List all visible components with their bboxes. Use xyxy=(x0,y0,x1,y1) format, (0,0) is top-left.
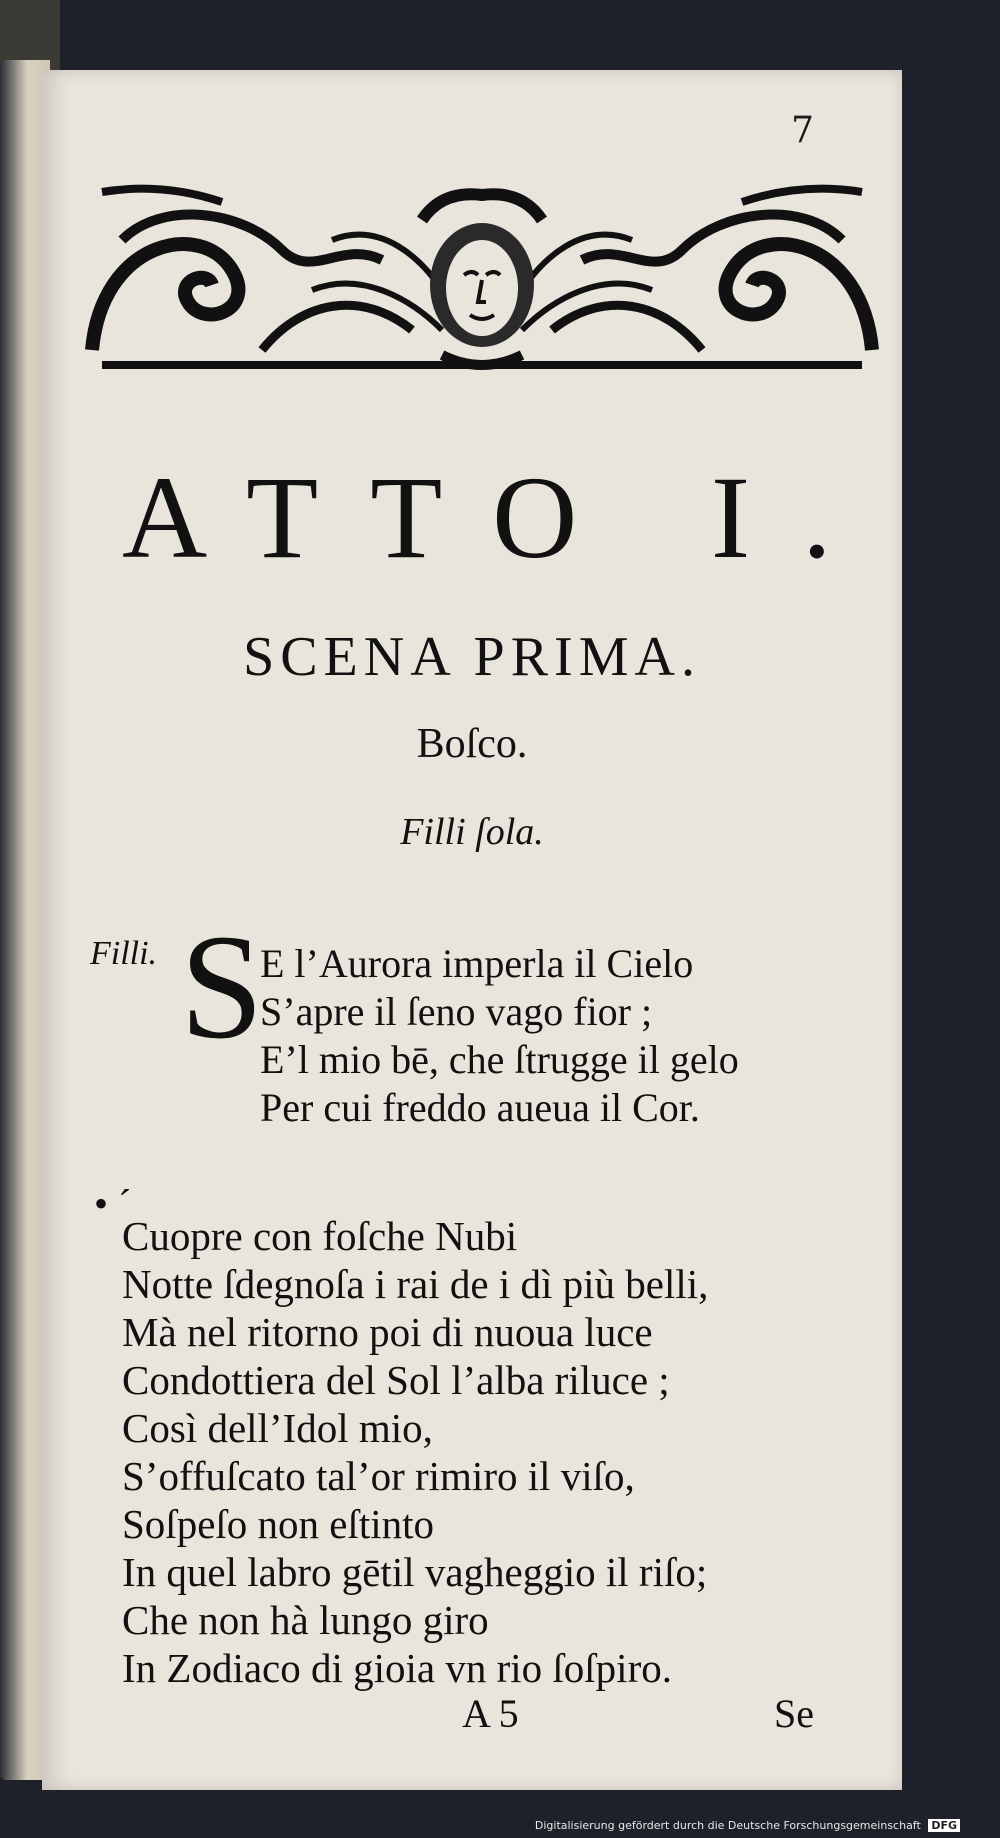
aria-verse xyxy=(260,940,739,1132)
signature-mark: A 5 xyxy=(462,1691,519,1736)
recitative-line: Che non hà lungo giro xyxy=(122,1597,489,1643)
character-note: Filli ſola. xyxy=(400,811,544,853)
recitative-verse xyxy=(122,1212,708,1692)
book-page xyxy=(42,70,902,1790)
credit-text: Digitalisierung gefördert durch die Deutsche Forschungsgemeinschaft xyxy=(534,1819,921,1832)
recitative-line: Mà nel ritorno poi di nuoua luce xyxy=(122,1309,653,1355)
recitative-line: Cuopre con foſche Nubi xyxy=(122,1213,518,1259)
act-title: ATTO I. xyxy=(122,452,884,583)
woodcut-headpiece-ornament xyxy=(82,180,882,375)
recitative-line: S’offuſcato tal’or rimiro il viſo, xyxy=(122,1453,635,1499)
verse-line: S’apre il ſeno vago fior ; xyxy=(260,989,653,1034)
digitization-credit xyxy=(535,1819,960,1832)
recitative-line: Notte ſdegnoſa i rai de i dì più belli, xyxy=(122,1261,709,1307)
catchword: Se xyxy=(774,1691,814,1736)
recitative-line: Così dell’Idol mio, xyxy=(122,1405,433,1451)
verse-line: Per cui freddo aueua il Cor. xyxy=(260,1085,700,1130)
scene-location: Boſco. xyxy=(416,721,528,767)
recitative-line: Condottiera del Sol l’alba riluce ; xyxy=(122,1357,670,1403)
recitative-line: Soſpeſo non eſtinto xyxy=(122,1501,435,1547)
scene-title: SCENA PRIMA. xyxy=(243,626,701,688)
page-number: 7 xyxy=(791,110,814,151)
drop-cap: S xyxy=(180,904,264,1070)
verse-line: E’l mio bē, che ſtrugge il gelo xyxy=(260,1037,739,1082)
speaker-label: Filli. xyxy=(90,935,158,972)
recitative-line: In Zodiaco di gioia vn rio ſoſpiro. xyxy=(122,1645,672,1691)
verse-mark: • ´ xyxy=(94,1181,132,1226)
recitative-line: In quel labro gētil vagheggio il riſo; xyxy=(122,1549,708,1595)
dfg-logo: DFG xyxy=(928,1819,960,1832)
verse-line: E l’Aurora imperla il Cielo xyxy=(260,941,694,986)
